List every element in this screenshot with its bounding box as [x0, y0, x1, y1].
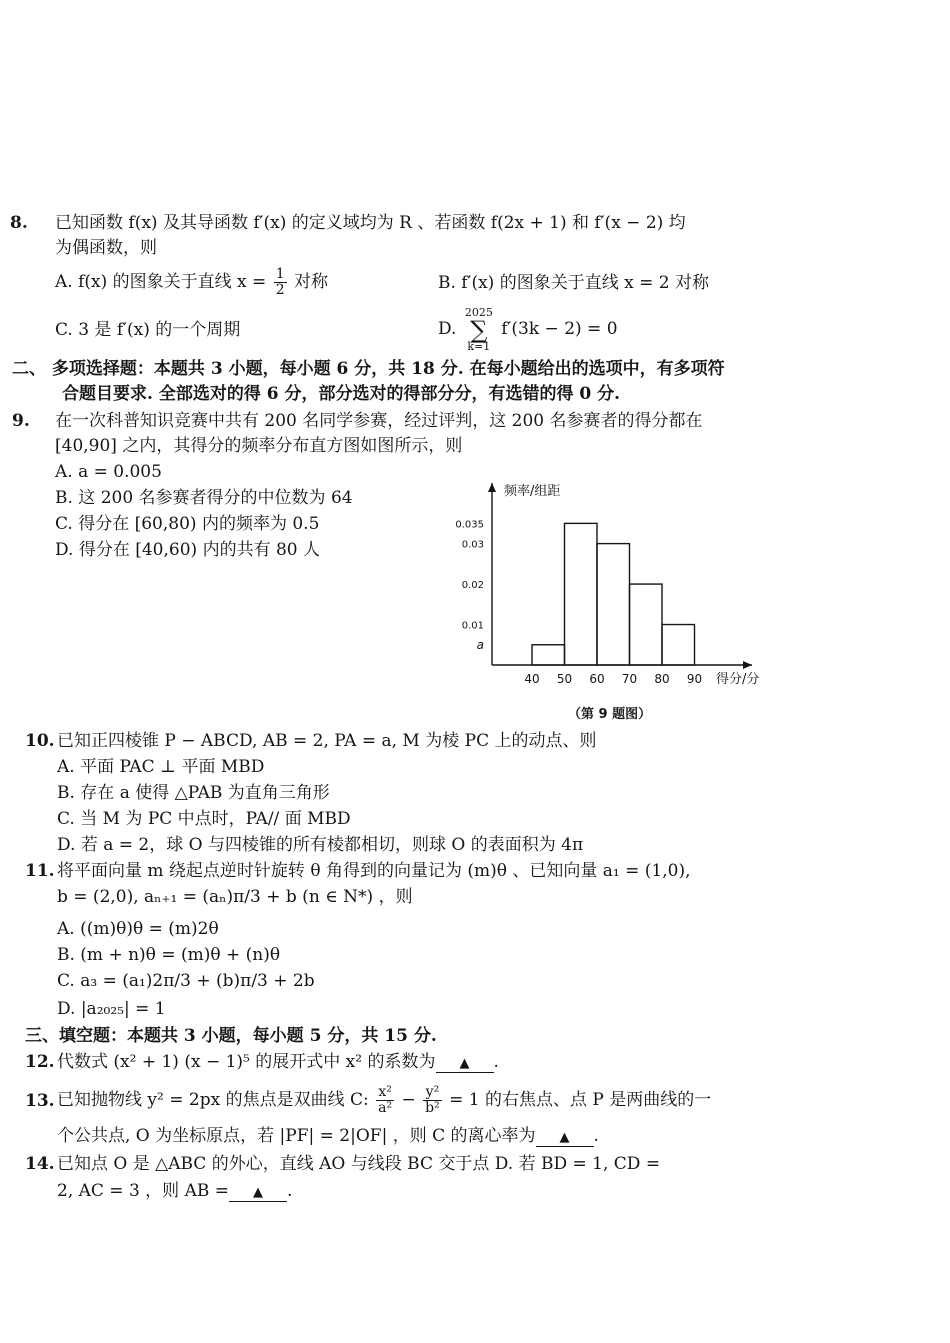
- x-tick-label: 80: [654, 672, 670, 686]
- y-tick-label: 0.03: [461, 539, 484, 551]
- q9-stem-line1: 在一次科普知识竞赛中共有 200 名同学参赛，经过评判，这 200 名参赛者的得分都在: [55, 411, 703, 431]
- q9-number: 9.: [12, 411, 30, 431]
- q8-option-d: [438, 306, 618, 353]
- q11-option-b: B. (m + n)θ = (m)θ + (n)θ: [57, 945, 281, 965]
- section3-heading: 三、填空题：本题共 3 小题，每小题 5 分，共 15 分.: [25, 1026, 437, 1046]
- q12-number: 12.: [25, 1052, 55, 1072]
- section2-heading-line2: 合题目要求. 全部选对的得 6 分，部分选对的得部分分，有选错的得 0 分.: [62, 384, 621, 404]
- q9-stem-line2: [40,90] 之内，其得分的频率分布直方图如图所示，则: [55, 436, 463, 456]
- q10-option-d: D. 若 a = 2，球 O 与四棱锥的所有棱都相切，则球 O 的表面积为 4π: [57, 835, 584, 855]
- triangle-icon: ▲: [559, 1130, 570, 1145]
- q8-option-a-text: A. f(x) 的图象关于直线 x =: [55, 272, 267, 292]
- section2-heading: 二、 多项选择题：本题共 3 小题，每小题 6 分，共 18 分. 在每小题给出的选项中，有多项符: [12, 359, 725, 379]
- histogram-bar: [630, 584, 663, 665]
- q11-stem-line1: 将平面向量 m 绕起点逆时针旋转 θ 角得到的向量记为 (m)θ 、已知向量 a₁ = (1,0),: [57, 861, 691, 881]
- q13-fraction-y: [423, 1085, 442, 1116]
- q12-stem: [57, 1051, 499, 1073]
- x-axis-arrow-icon: [743, 661, 752, 669]
- q11-option-d: D. |a₂₀₂₅| = 1: [57, 999, 166, 1019]
- q13-stem-line2: [57, 1125, 599, 1147]
- q10-option-c: C. 当 M 为 PC 中点时，PA// 面 MBD: [57, 809, 351, 829]
- x-axis-label: 得分/分: [716, 672, 760, 687]
- q9-option-b: B. 这 200 名参赛者得分的中位数为 64: [55, 488, 353, 508]
- q8-option-a-fraction: [274, 267, 287, 298]
- q13-number: 13.: [25, 1091, 55, 1111]
- y-tick-label: a: [476, 637, 484, 652]
- q13-stem-line1: [57, 1080, 711, 1120]
- y-axis-arrow-icon: [488, 483, 496, 492]
- sigma-icon: ∑: [470, 315, 488, 344]
- q14-answer-blank[interactable]: [229, 1183, 287, 1202]
- q13-minus: −: [401, 1090, 416, 1110]
- q12-answer-blank[interactable]: [436, 1054, 494, 1073]
- q13-stem-tail: = 1 的右焦点、点 P 是两曲线的一: [449, 1090, 712, 1110]
- q14-end: .: [287, 1181, 293, 1201]
- x-tick-label: 90: [686, 672, 703, 686]
- q9-option-d: D. 得分在 [40,60) 内的共有 80 人: [55, 540, 321, 560]
- q10-option-b: B. 存在 a 使得 △PAB 为直角三角形: [57, 783, 330, 803]
- q10-option-a: A. 平面 PAC ⊥ 平面 MBD: [57, 757, 265, 777]
- q12-end: .: [493, 1052, 499, 1072]
- histogram-bar: [532, 645, 565, 665]
- x-tick-label: 70: [621, 672, 638, 686]
- q14-stem-line1: 已知点 O 是 △ABC 的外心，直线 AO 与线段 BC 交于点 D. 若 BD = 1, CD =: [57, 1154, 661, 1174]
- q14-number: 14.: [25, 1154, 55, 1174]
- q8-option-d-expression: f′(3k − 2) = 0: [501, 319, 618, 339]
- q11-number: 11.: [25, 861, 55, 881]
- q12-stem-text: 代数式 (x² + 1) (x − 1)⁵ 的展开式中 x² 的系数为: [57, 1052, 436, 1072]
- histogram-bar: [597, 544, 630, 665]
- q13-line2-text: 个公共点, O 为坐标原点，若 |PF| = 2|OF| ，则 C 的离心率为: [57, 1126, 536, 1146]
- q13-fraction-x-numerator: x²: [376, 1085, 394, 1101]
- q9-figure-caption: （第 9 题图）: [568, 707, 652, 722]
- y-tick-label: 0.035: [455, 519, 484, 531]
- histogram-bar: [662, 625, 695, 665]
- q10-stem: 已知正四棱锥 P − ABCD, AB = 2, PA = a, M 为棱 PC 上的动点、则: [57, 731, 597, 751]
- q8-option-d-label: D.: [438, 319, 457, 339]
- q9-option-c: C. 得分在 [60,80) 内的频率为 0.5: [55, 514, 320, 534]
- sum-upper-limit: 2025: [464, 305, 493, 319]
- q14-stem-line2: [57, 1180, 292, 1202]
- q13-stem-text: 已知抛物线 y² = 2px 的焦点是双曲线 C:: [57, 1090, 369, 1110]
- q9-histogram: [430, 465, 790, 700]
- q8-option-b: B. f′(x) 的图象关于直线 x = 2 对称: [438, 273, 709, 293]
- histogram-bar: [565, 523, 598, 665]
- q13-fraction-x: [376, 1085, 394, 1116]
- q8-fraction-numerator: 1: [275, 266, 285, 282]
- q11-option-a: A. ((m)θ)θ = (m)2θ: [57, 919, 219, 939]
- q14-line2-text: 2, AC = 3 ，则 AB =: [57, 1181, 230, 1201]
- q8-fraction-denominator: 2: [275, 282, 285, 298]
- y-tick-label: 0.02: [461, 580, 484, 592]
- y-tick-label: 0.01: [461, 620, 484, 632]
- q11-option-c: C. a₃ = (a₁)2π/3 + (b)π/3 + 2b: [57, 971, 315, 991]
- q8-number: 8.: [10, 213, 28, 233]
- y-axis-label: 频率/组距: [504, 484, 561, 499]
- q13-end: .: [593, 1126, 599, 1146]
- x-tick-label: 60: [589, 672, 605, 686]
- q11-stem-line2: b = (2,0), aₙ₊₁ = (aₙ)π/3 + b (n ∈ N*) ，则: [57, 887, 413, 907]
- q10-number: 10.: [25, 731, 55, 751]
- q8-summation: [465, 307, 493, 353]
- q8-option-a: [55, 265, 328, 299]
- q13-fraction-y-numerator: y²: [423, 1085, 442, 1101]
- q8-stem-line2: 为偶函数，则: [55, 238, 157, 258]
- triangle-icon: ▲: [253, 1185, 264, 1200]
- x-tick-label: 50: [556, 672, 573, 686]
- q13-fraction-y-denominator: b²: [425, 1100, 440, 1116]
- sum-lower-limit: k=1: [467, 339, 491, 353]
- q13-answer-blank[interactable]: [536, 1128, 594, 1147]
- x-tick-label: 40: [524, 672, 540, 686]
- q8-option-a-tail: 对称: [294, 272, 329, 292]
- q9-option-a: A. a = 0.005: [55, 462, 162, 482]
- q8-stem-line1: 已知函数 f(x) 及其导函数 f′(x) 的定义域均为 R 、若函数 f(2x + 1) 和 f′(x − 2) 均: [55, 213, 686, 233]
- q13-fraction-x-denominator: a²: [378, 1100, 393, 1116]
- q8-option-c: C. 3 是 f′(x) 的一个周期: [55, 320, 241, 340]
- triangle-icon: ▲: [459, 1056, 470, 1071]
